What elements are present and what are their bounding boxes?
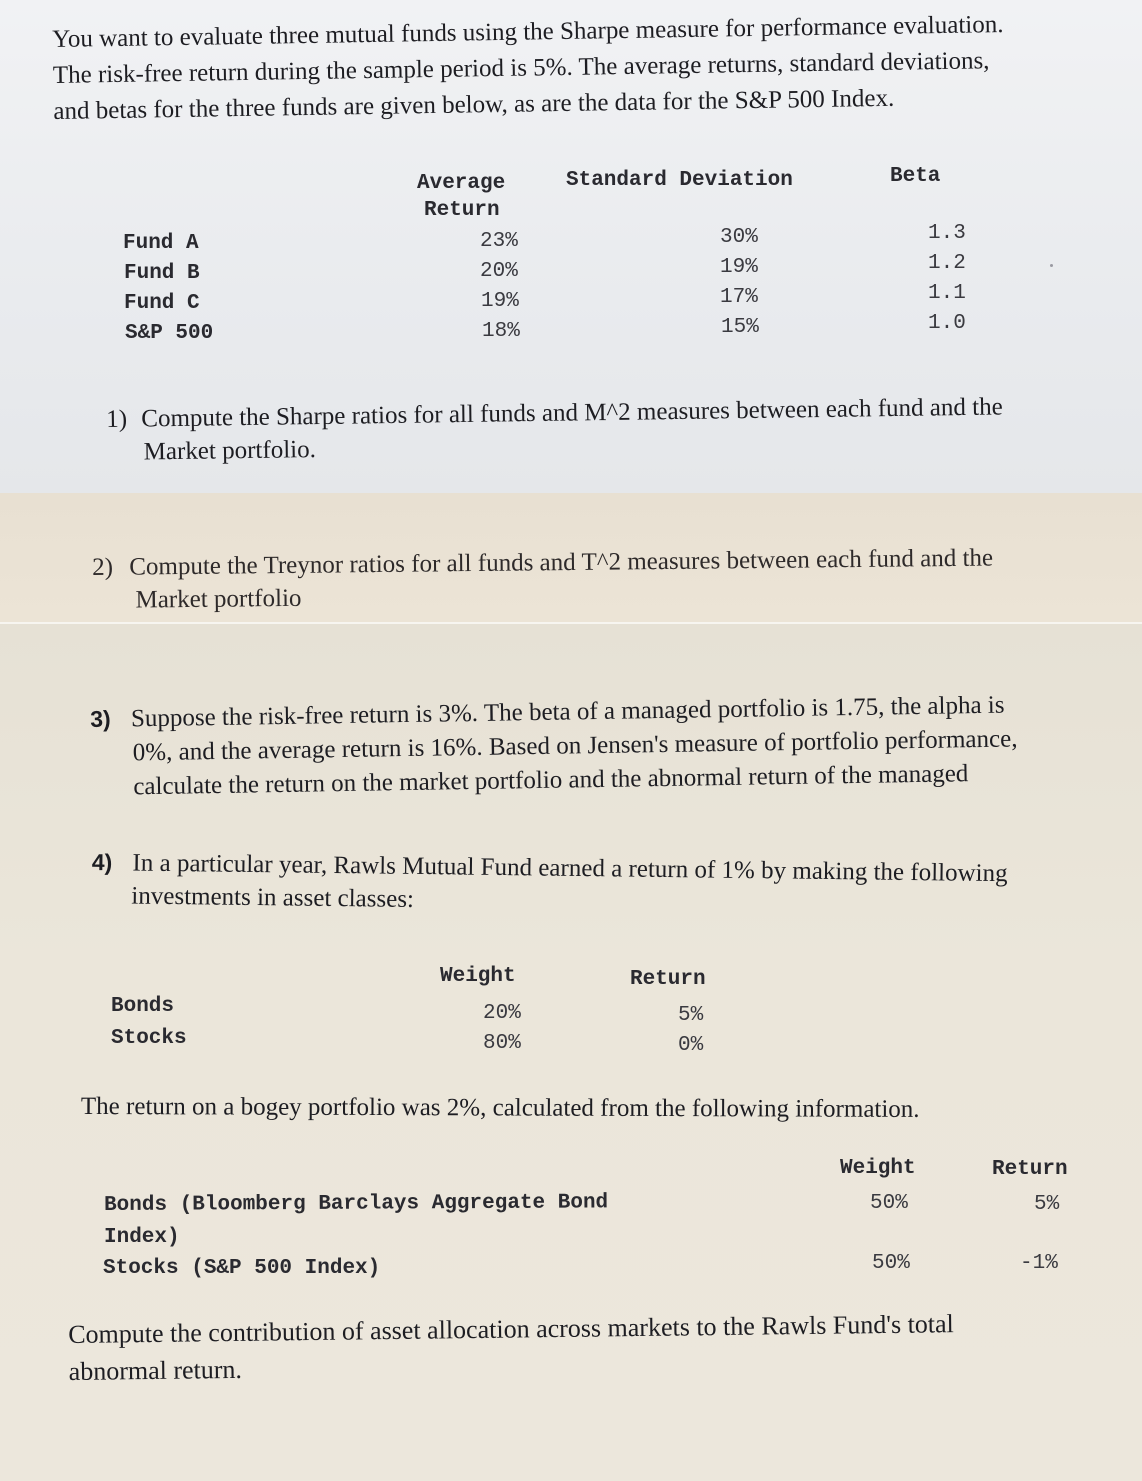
bogey-paragraph: The return on a bogey portfolio was 2%, calculated from the following information. [80, 1093, 920, 1123]
row-name: Fund C [124, 292, 200, 315]
row-beta: 1.0 [928, 312, 966, 335]
question-line: Compute the Sharpe ratios for all funds and M^2 measures between each fund and the [141, 393, 1003, 433]
row-name-continued: Index) [104, 1226, 180, 1249]
row-beta: 1.2 [928, 252, 966, 275]
row-name: Bonds (Bloomberg Barclays Aggregate Bond [104, 1191, 609, 1217]
row-weight: 50% [872, 1252, 910, 1275]
question-number: 3) [90, 705, 111, 732]
closing-question [68, 1305, 954, 1390]
row-name: Fund A [123, 232, 199, 255]
intro-line: and betas for the three funds are given below, as are the data for the S&P 500 Index. [53, 84, 895, 125]
question-number: 4) [91, 848, 113, 876]
problem-panel-2 [0, 493, 1142, 622]
question-2 [92, 542, 994, 617]
question-line: In a particular year, Rawls Mutual Fund earned a return of 1% by making the following [132, 849, 1008, 888]
question-line: Suppose the risk-free return is 3%. The beta of a managed portfolio is 1.75, the alpha is [130, 691, 1005, 733]
row-name: S&P 500 [125, 322, 214, 345]
row-std-dev: 17% [720, 286, 758, 309]
row-name: Stocks [111, 1027, 187, 1050]
question-number: 1) [106, 405, 128, 433]
question-line: abnormal return. [68, 1354, 243, 1386]
question-number: 2) [92, 553, 114, 581]
header-std-dev: Standard Deviation [566, 169, 793, 192]
header-beta: Beta [890, 165, 941, 188]
intro-line: The risk-free return during the sample period is 5%. The average returns, standard deviations, [52, 47, 990, 89]
question-line: Compute the Treynor ratios for all funds and T^2 measures between each fund and the [129, 544, 994, 581]
row-return: 5% [678, 1004, 704, 1027]
row-return: 5% [1034, 1193, 1060, 1216]
header-avg-return-line1: Average [417, 172, 506, 195]
header-weight: Weight [440, 965, 516, 988]
row-name: Stocks (S&P 500 Index) [103, 1257, 381, 1280]
header-return: Return [992, 1158, 1068, 1181]
row-return: 0% [678, 1034, 704, 1057]
row-weight: 20% [483, 1002, 521, 1025]
question-line: Market portfolio. [143, 436, 317, 466]
problem-panel-3 [0, 622, 1142, 1481]
question-line: investments in asset classes: [131, 882, 415, 913]
question-3 [90, 687, 1018, 805]
question-line: Compute the contribution of asset allocation across markets to the Rawls Fund's total [68, 1309, 954, 1349]
question-1 [106, 390, 1003, 469]
header-weight: Weight [840, 1157, 916, 1180]
row-std-dev: 15% [721, 316, 759, 339]
row-return: -1% [1020, 1252, 1058, 1275]
question-line: 0%, and the average return is 16%. Based on Jensen's measure of portfolio performance, [132, 725, 1018, 767]
row-name: Bonds [111, 995, 175, 1018]
row-avg-return: 20% [480, 260, 518, 283]
problem-panel-1 [0, 0, 1142, 493]
question-4 [91, 846, 1008, 923]
row-avg-return: 19% [481, 290, 519, 313]
row-avg-return: 23% [480, 230, 518, 253]
header-return: Return [630, 968, 706, 991]
row-std-dev: 19% [720, 256, 758, 279]
question-line: Market portfolio [135, 584, 302, 614]
intro-line: You want to evaluate three mutual funds using the Sharpe measure for performance evaluation. [52, 11, 1004, 53]
row-name: Fund B [124, 262, 200, 285]
row-avg-return: 18% [482, 320, 520, 343]
row-std-dev: 30% [720, 226, 758, 249]
row-beta: 1.1 [928, 282, 966, 305]
row-weight: 50% [870, 1192, 908, 1215]
row-weight: 80% [483, 1032, 521, 1055]
header-avg-return-line2: Return [424, 199, 500, 222]
intro-paragraph [52, 7, 1005, 130]
question-line: calculate the return on the market portfolio and the abnormal return of the managed [133, 760, 969, 801]
row-beta: 1.3 [928, 222, 966, 245]
speck-dot [1050, 264, 1053, 267]
